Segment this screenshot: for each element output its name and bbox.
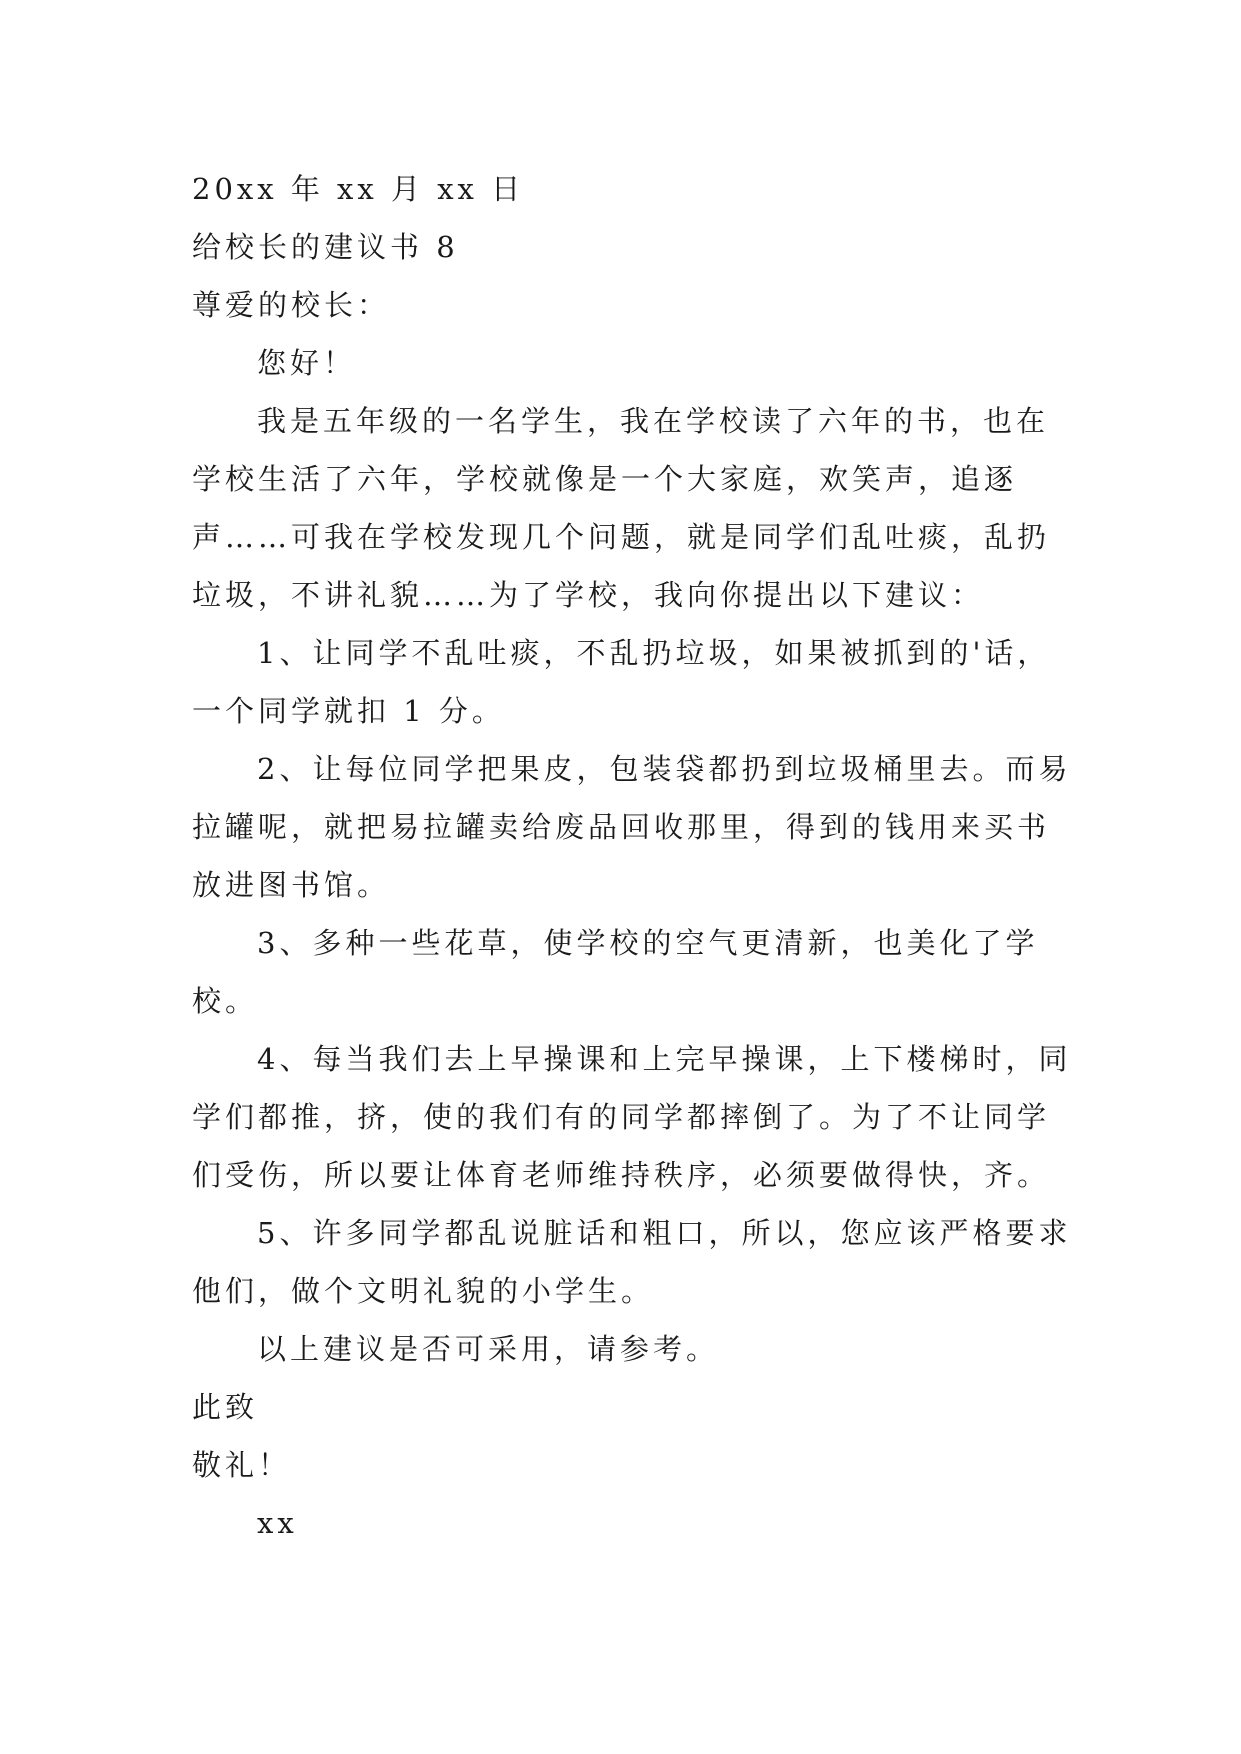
suggestion-2: 2、让每位同学把果皮，包装袋都扔到垃圾桶里去。而易拉罐呢，就把易拉罐卖给废品回收那里，得到的钱用来买书放进图书馆。 [192, 752, 1072, 902]
letter-date: 20xx 年 xx 月 xx 日 [192, 172, 525, 206]
letter-intro-paragraph: 我是五年级的一名学生，我在学校读了六年的书，也在学校生活了六年，学校就像是一个大家庭，欢笑声，追逐声……可我在学校发现几个问题，就是同学们乱吐痰，乱扔垃圾，不讲礼貌……为了学校，我向你提出以下建议： [192, 404, 1051, 612]
letter-title: 给校长的建议书 8 [192, 230, 459, 264]
suggestion-1: 1、让同学不乱吐痰，不乱扔垃圾，如果被抓到的'话，一个同学就扣 1 分。 [192, 636, 1051, 728]
letter-body [192, 160, 1072, 1552]
letter-closing-note: 以上建议是否可采用，请参考。 [257, 1332, 720, 1366]
letter-signature: xx [257, 1506, 298, 1540]
letter-closing-2: 敬礼！ [192, 1448, 292, 1482]
suggestion-3: 3、多种一些花草，使学校的空气更清新，也美化了学校。 [192, 926, 1039, 1018]
suggestion-5: 5、许多同学都乱说脏话和粗口，所以，您应该严格要求他们，做个文明礼貌的小学生。 [192, 1216, 1072, 1308]
suggestion-4: 4、每当我们去上早操课和上完早操课，上下楼梯时，同学们都推，挤，使的我们有的同学都摔倒了。为了不让同学们受伤，所以要让体育老师维持秩序，必须要做得快，齐。 [192, 1042, 1072, 1192]
letter-salutation: 尊爱的校长： [192, 288, 391, 322]
letter-closing-1: 此致 [192, 1390, 259, 1424]
letter-greeting: 您好！ [257, 346, 357, 380]
